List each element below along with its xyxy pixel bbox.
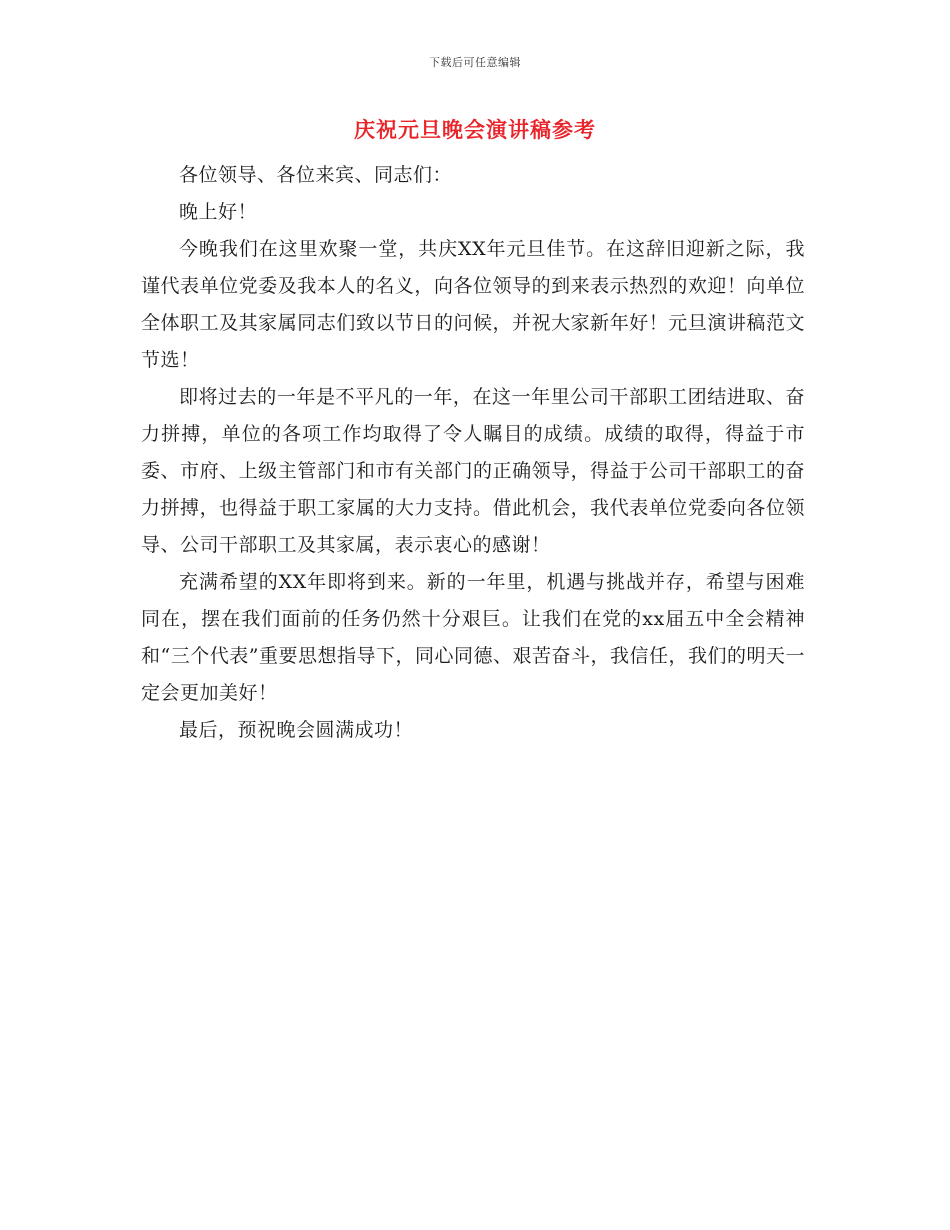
document-title: 庆祝元旦晚会演讲稿参考	[354, 117, 596, 142]
closing-paragraph: 最后，预祝晚会圆满成功！	[179, 719, 414, 741]
header-note: 下载后可任意编辑	[429, 56, 521, 69]
document-body	[141, 157, 805, 749]
outlook-paragraph: 充满希望的XX年即将到来。新的一年里，机遇与挑战并存，希望与困难同在，摆在我们面前的任务仍然十分艰巨。让我们在党的xx届五中全会精神和“三个代表”重要思想指导下，同心同德、艰苦奋斗，我信任，我们的明天一定会更加美好！	[141, 571, 805, 704]
salutation-paragraph: 各位领导、各位来宾、同志们：	[179, 164, 453, 186]
welcome-paragraph: 今晚我们在这里欢聚一堂，共庆XX年元旦佳节。在这辞旧迎新之际，我谨代表单位党委及我本人的名义，向各位领导的到来表示热烈的欢迎！向单位全体职工及其家属同志们致以节日的问候，并祝大家新年好！元旦演讲稿范文节选！	[141, 238, 805, 371]
greeting-paragraph: 晚上好！	[179, 201, 258, 223]
review-paragraph: 即将过去的一年是不平凡的一年，在这一年里公司干部职工团结进取、奋力拼搏，单位的各项工作均取得了令人瞩目的成绩。成绩的取得，得益于市委、市府、上级主管部门和市有关部门的正确领导，得益于公司干部职工的奋力拼搏，也得益于职工家属的大力支持。借此机会，我代表单位党委向各位领导、公司干部职工及其家属，表示衷心的感谢！	[141, 386, 805, 556]
